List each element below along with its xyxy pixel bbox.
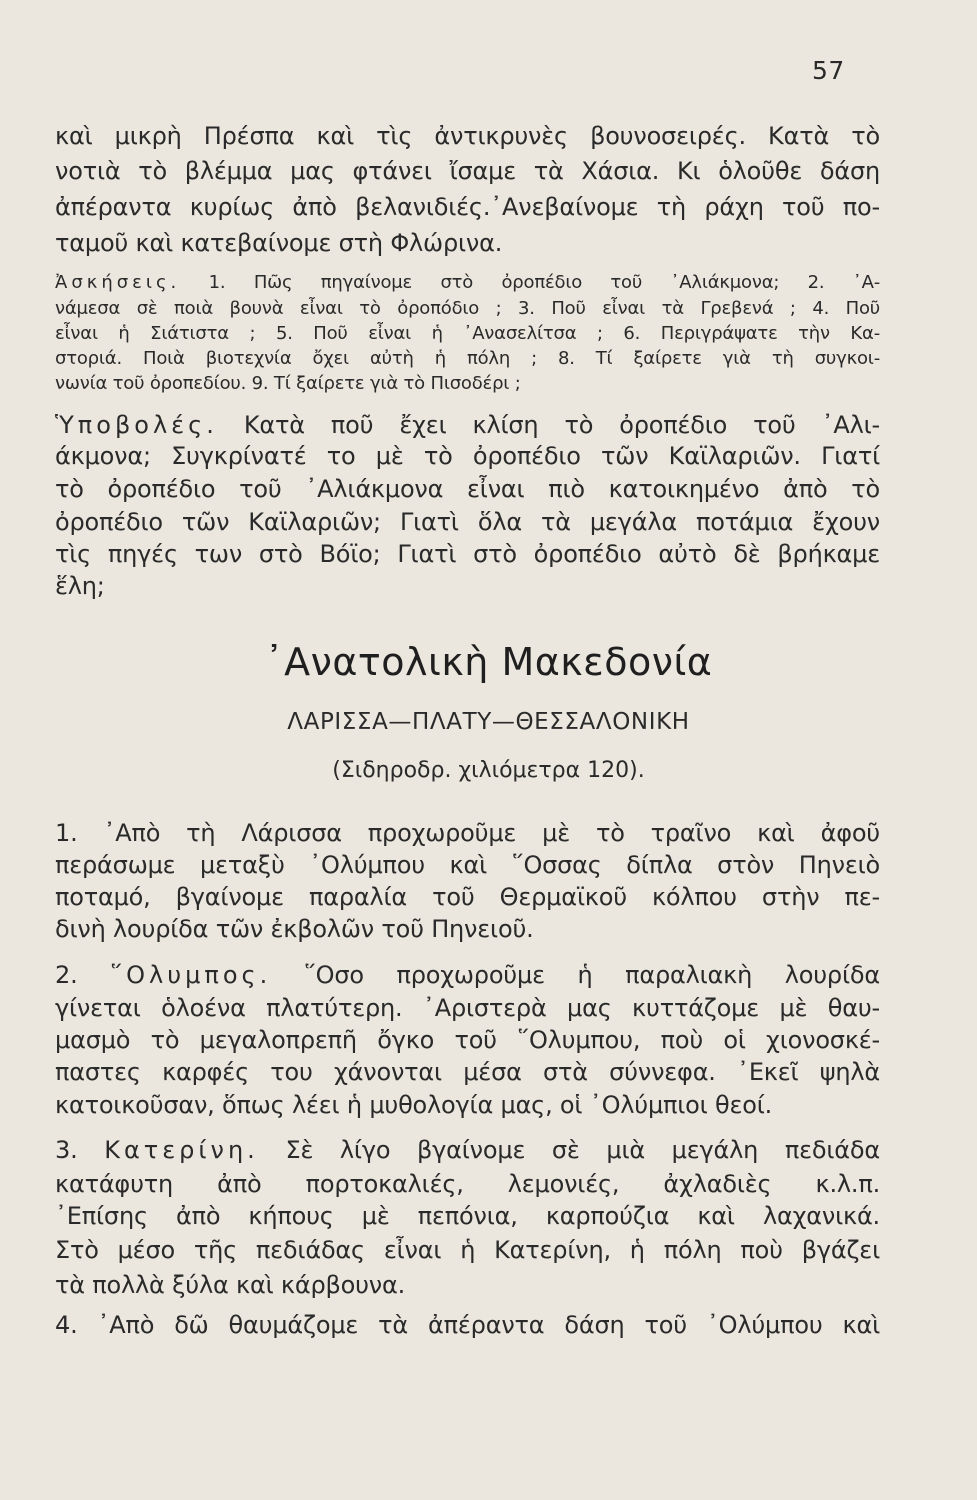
suggestions-line: άκμονα; Συγκρίνατέ το μὲ τὸ ὀροπέδιο τῶν Καϊλαριῶν. Γιατί	[55, 442, 880, 470]
suggestions-line: ἕλη;	[55, 572, 105, 600]
route-heading: ΛΑΡΙΣΣΑ—ΠΛΑΤΥ—ΘΕΣΣΑΛΟΝΙΚΗ	[287, 709, 690, 735]
item-number: 2.	[55, 961, 78, 989]
item-line: 1. ᾽Απὸ τὴ Λάρισσα προχωροῦμε μὲ τὸ τραῖνο καὶ ἀφοῦ	[55, 819, 880, 847]
item-line: κατοικοῦσαν, ὅπως λέει ἡ μυθολογία μας, οἱ ᾽Ολύμπιοι θεοί.	[55, 1091, 773, 1119]
item-label: Κατερίνη.	[104, 1136, 259, 1164]
exercises-line: νάμεσα σὲ ποιὰ βουνὰ εἶναι τὸ ὀροπόδιο ; 3. Ποῦ εἶναι τὰ Γρεβενά ; 4. Ποῦ	[55, 298, 880, 319]
suggestions-line	[55, 411, 880, 439]
item-line	[55, 961, 880, 989]
item-line: δινὴ λουρίδα τῶν ἐκβολῶν τοῦ Πηνειοῦ.	[55, 915, 534, 943]
suggestions-text: Κατὰ ποῦ ἔχει κλίση τὸ ὀροπέδιο τοῦ ᾽Αλι-	[243, 411, 880, 439]
exercises-line: στοριά. Ποιὰ βιοτεχνία ὄχει αὐτὴ ἡ πόλη ; 8. Τί ξαίρετε γιὰ τὴ συγκοι-	[55, 348, 880, 369]
exercises-line: νωνία τοῦ ὀροπεδίου. 9. Τί ξαίρετε γιὰ τὸ Πισοδέρι ;	[55, 373, 521, 394]
item-line: κατάφυτη ἀπὸ πορτοκαλιές, λεμονιές, ἀχλαδιὲς κ.λ.π.	[55, 1170, 880, 1198]
item-text: Σὲ λίγο βγαίνομε σὲ μιὰ μεγάλη πεδιάδα	[285, 1136, 880, 1164]
item-line: ποταμό, βγαίνομε παραλία τοῦ Θερμαϊκοῦ κόλπου στὴν πε-	[55, 883, 880, 911]
item-line: 4. ᾽Απὸ δῶ θαυμάζομε τὰ ἀπέραντα δάση τοῦ ᾽Ολύμπου καὶ	[55, 1311, 880, 1339]
exercises-label: Ἀσκήσεις.	[55, 272, 181, 293]
intro-line: ἀπέραντα κυρίως ἀπὸ βελανιδιές.᾽Ανεβαίνομε τὴ ράχη τοῦ πο-	[55, 193, 880, 221]
item-line: Στὸ μέσο τῆς πεδιάδας εἶναι ἡ Κατερίνη, ἡ πόλη ποὺ βγάζει	[55, 1236, 880, 1264]
intro-line: καὶ μικρὴ Πρέσπα καὶ τὶς ἀντικρυνὲς βουνοσειρές. Κατὰ τὸ	[55, 122, 880, 150]
item-label: ῞Ολυμπος.	[110, 961, 272, 989]
item-line: περάσωμε μεταξὺ ᾽Ολύμπου καὶ ῞Οσσας δίπλα στὸν Πηνειὸ	[55, 851, 880, 879]
exercises-line: εἶναι ἡ Σιάτιστα ; 5. Ποῦ εἶναι ἡ ᾽Ανασελίτσα ; 6. Περιγράψατε τὴν Κα-	[55, 323, 880, 344]
item-line: μασμὸ τὸ μεγαλοπρεπῆ ὄγκο τοῦ ῞Ολυμπου, ποὺ οἱ χιονοσκέ-	[55, 1026, 880, 1054]
item-text: ῞Οσο προχωροῦμε ἡ παραλιακὴ λουρίδα	[303, 961, 880, 989]
exercises-line	[55, 272, 880, 293]
suggestions-line: ὀροπέδιο τῶν Καϊλαριῶν; Γιατὶ ὅλα τὰ μεγάλα ποτάμια ἔχουν	[55, 508, 880, 536]
item-line: ᾽Επίσης ἀπὸ κήπους μὲ πεπόνια, καρπούζια καὶ λαχανικά.	[55, 1202, 880, 1230]
item-line	[55, 1136, 880, 1164]
item-line: παστες καρφές του χάνονται μέσα στὰ σύννεφα. ᾽Εκεῖ ψηλὰ	[55, 1058, 880, 1086]
intro-line: νοτιὰ τὸ βλέμμα μας φτάνει ἴσαμε τὰ Χάσια. Κι ὁλοῦθε δάση	[55, 157, 880, 185]
item-line: γίνεται ὁλοένα πλατύτερη. ᾽Αριστερὰ μας κυττάζομε μὲ θαυ-	[55, 994, 880, 1022]
suggestions-line: τὸ ὀροπέδιο τοῦ ᾽Αλιάκμονα εἶναι πιὸ κατοικημένο ἀπὸ τὸ	[55, 475, 880, 503]
exercises-text: 1. Πῶς πηγαίνομε στὸ ὀροπέδιο τοῦ ᾽Αλιάκμονα; 2. ᾽Α-	[208, 272, 880, 293]
suggestions-line: τὶς πηγές των στὸ Βόϊο; Γιατὶ στὸ ὀροπέδιο αὐτὸ δὲ βρήκαμε	[55, 540, 880, 568]
page-number: 57	[812, 56, 845, 85]
item-number: 3.	[55, 1136, 78, 1164]
section-title: ᾽Ανατολικὴ Μακεδονία	[264, 640, 713, 684]
suggestions-label: Ὑποβολές.	[55, 411, 218, 439]
distance-note: (Σιδηροδρ. χιλιόμετρα 120).	[332, 758, 645, 783]
intro-line: ταμοῦ καὶ κατεβαίνομε στὴ Φλώρινα.	[55, 229, 503, 257]
item-line: τὰ πολλὰ ξύλα καὶ κάρβουνα.	[55, 1271, 406, 1299]
